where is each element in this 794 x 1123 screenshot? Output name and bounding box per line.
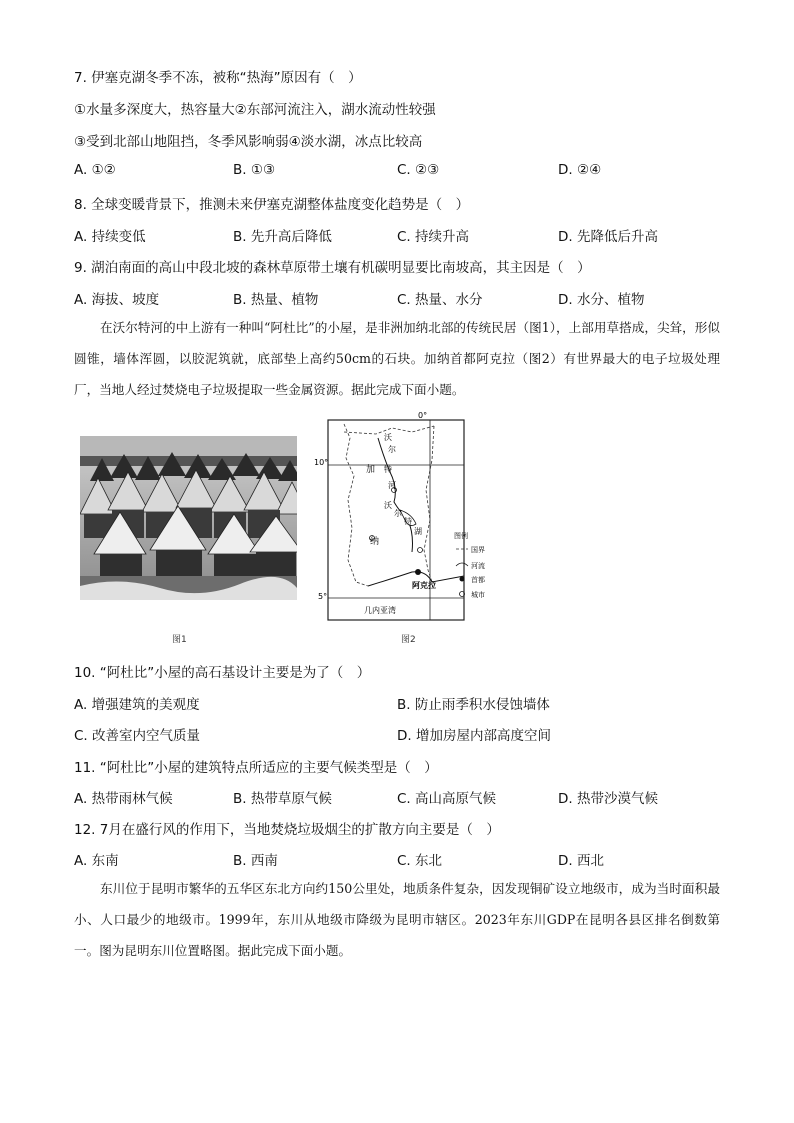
q7-option-c[interactable]: C. ②③ xyxy=(397,162,440,178)
legend-capital: 首都 xyxy=(471,576,485,584)
label-10-deg: 10° xyxy=(314,458,329,467)
q12-option-a[interactable]: A. 东南 xyxy=(74,853,119,869)
q10-option-d[interactable]: D. 增加房屋内部高度空间 xyxy=(397,728,551,744)
q10-stem: 10. “阿杜比”小屋的高石基设计主要是为了（ ） xyxy=(74,665,371,681)
q7-option-a[interactable]: A. ①② xyxy=(74,162,116,178)
q11-option-a[interactable]: A. 热带雨林气候 xyxy=(74,791,173,807)
q10-option-c[interactable]: C. 改善室内空气质量 xyxy=(74,728,201,744)
country-char-2: 纳 xyxy=(370,537,380,547)
lake-char-2: 尔 xyxy=(394,509,402,518)
label-5-deg: 5° xyxy=(318,592,328,601)
passage-ghana xyxy=(74,312,720,405)
label-0-deg: 0° xyxy=(418,411,428,420)
q12-option-b[interactable]: B. 西南 xyxy=(233,853,278,869)
q10-option-b[interactable]: B. 防止雨季积水侵蚀墙体 xyxy=(397,697,550,713)
q11-stem: 11. “阿杜比”小屋的建筑特点所适应的主要气候类型是（ ） xyxy=(74,760,438,776)
legend-title: 图例 xyxy=(454,532,468,540)
hut-village-image xyxy=(80,436,297,600)
passage-dongchuan xyxy=(74,873,720,966)
river-char-3: 特 xyxy=(384,465,392,474)
q10-option-a[interactable]: A. 增强建筑的美观度 xyxy=(74,697,200,713)
figure-1-photo xyxy=(80,436,297,600)
passage-dongchuan-text: 东川位于昆明市繁华的五华区东北方向约150公里处，地质条件复杂，因发现铜矿设立地级市，成为当时面积最小、人口最少的地级市。1999年，东川从地级市降级为昆明市辖区。2023年东川GDP在昆明各县区排名倒数第一。图为昆明东川位置略图。据此完成下面小题。 xyxy=(74,881,720,958)
figure-1-caption: 图1 xyxy=(172,635,187,645)
q8-option-d[interactable]: D. 先降低后升高 xyxy=(558,229,658,245)
q9-option-a[interactable]: A. 海拔、坡度 xyxy=(74,292,160,308)
q8-option-a[interactable]: A. 持续变低 xyxy=(74,229,146,245)
q8-stem: 8. 全球变暖背景下，推测未来伊塞克湖整体盐度变化趋势是（ ） xyxy=(74,197,470,213)
q12-option-c[interactable]: C. 东北 xyxy=(397,853,443,869)
river-char-1: 沃 xyxy=(384,433,392,442)
lake-char-4: 湖 xyxy=(414,527,422,536)
legend-capital-icon xyxy=(460,577,465,582)
legend-city: 城市 xyxy=(471,591,485,599)
q7-stem: 7. 伊塞克湖冬季不冻，被称“热海”原因有（ ） xyxy=(74,70,362,86)
q11-option-c[interactable]: C. 高山高原气候 xyxy=(397,791,497,807)
q9-option-c[interactable]: C. 热量、水分 xyxy=(397,292,483,308)
q7-option-d[interactable]: D. ②④ xyxy=(558,162,602,178)
q9-option-b[interactable]: B. 热量、植物 xyxy=(233,292,319,308)
figure-2-caption: 图2 xyxy=(401,635,416,645)
q11-option-d[interactable]: D. 热带沙漠气候 xyxy=(558,791,658,807)
q11-option-b[interactable]: B. 热带草原气候 xyxy=(233,791,332,807)
gulf-label: 几内亚湾 xyxy=(364,606,396,615)
legend-river: 河流 xyxy=(471,562,485,570)
q8-option-c[interactable]: C. 持续升高 xyxy=(397,229,470,245)
q8-option-b[interactable]: B. 先升高后降低 xyxy=(233,229,332,245)
passage-ghana-text: 在沃尔特河的中上游有一种叫“阿杜比”的小屋，是非洲加纳北部的传统民居（图1），上部用草搭成，尖耸，形似圆锥，墙体浑圆，以胶泥筑就，底部垫上高约50cm的石块。加纳首都阿克拉（图2）有世界最大的电子垃圾处理厂，当地人经过焚烧电子垃圾提取一些金属资源。据此完成下面小题。 xyxy=(74,320,720,397)
q9-option-d[interactable]: D. 水分、植物 xyxy=(558,292,645,308)
capital-marker xyxy=(415,569,421,575)
q9-stem: 9. 湖泊南面的高山中段北坡的森林草原带土壤有机碳明显要比南坡高，其主因是（ ） xyxy=(74,260,591,276)
river-char-4: 河 xyxy=(388,481,396,490)
capital-label: 阿克拉 xyxy=(412,581,436,590)
q7-statement-2: ③受到北部山地阻挡，冬季风影响弱④淡水湖，冰点比较高 xyxy=(74,134,423,150)
q12-option-d[interactable]: D. 西北 xyxy=(558,853,604,869)
q7-statement-1: ①水量多深度大，热容量大②东部河流注入，湖水流动性较强 xyxy=(74,102,436,118)
q7-option-b[interactable]: B. ①③ xyxy=(233,162,276,178)
river-char-2: 尔 xyxy=(388,445,396,454)
q12-stem: 12. 7月在盛行风的作用下，当地焚烧垃圾烟尘的扩散方向主要是（ ） xyxy=(74,822,500,838)
legend-border: 国界 xyxy=(471,546,485,554)
figure-2-map xyxy=(314,410,504,625)
ghana-map xyxy=(314,410,504,625)
lake-char-3: 特 xyxy=(404,517,412,526)
country-char-1: 加 xyxy=(366,465,376,475)
lake-char-1: 沃 xyxy=(384,501,392,510)
